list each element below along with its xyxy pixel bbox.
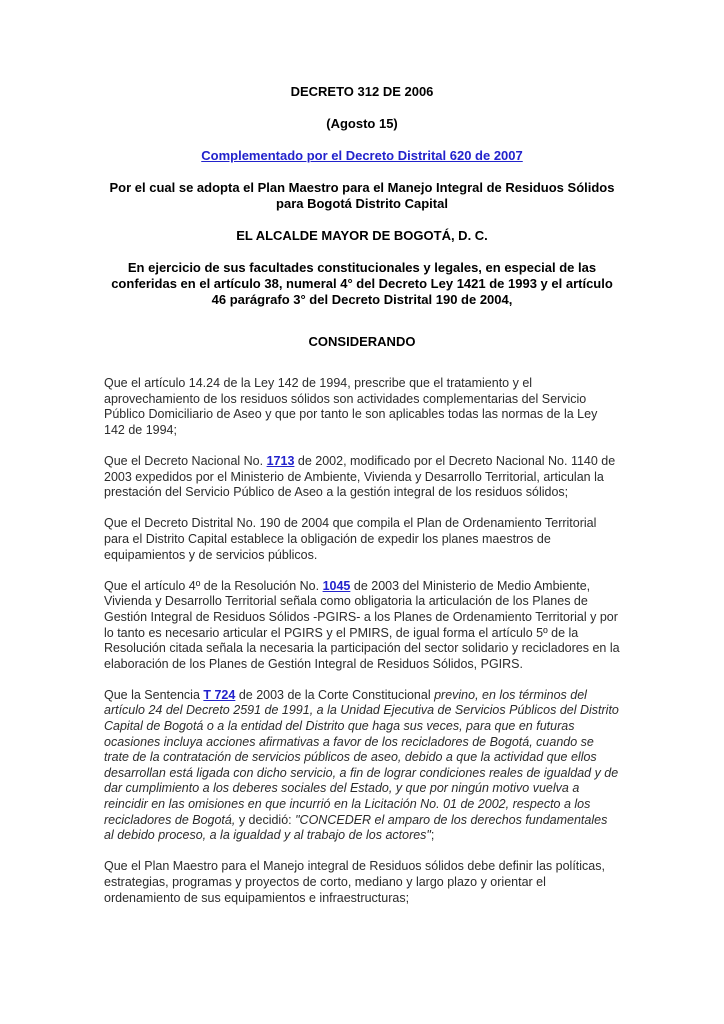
paragraph-text: Que el artículo 4º de la Resolución No.: [104, 578, 323, 593]
paragraph-text: Que el artículo 14.24 de la Ley 142 de 1994, prescribe que el tratamiento y el aprovechamiento de los residuos sólidos son actividades complementarias del Servicio Público Domiciliario de Aseo y que por tanto le son aplicables todas las normas de la Ley 142 de 1994;: [104, 376, 598, 437]
body-paragraph: [104, 579, 620, 673]
considering-paragraphs: [104, 376, 620, 906]
inline-reference-link[interactable]: T 724: [203, 687, 236, 702]
paragraph-text: ;: [430, 828, 435, 843]
paragraph-text: Que la Sentencia: [104, 687, 204, 702]
quoted-italic-text: "CONCEDER el amparo de los derechos fundamentales al debido proceso, a la igualdad y al trabajo de los actores": [104, 812, 608, 843]
quoted-italic-text: previno, en los términos del artículo 24 del Decreto 2591 de 1991, a la Unidad Ejecutiva de Servicios Públicos del Distrito Capital de Bogotá o a la entidad del Distrito que haga sus veces, para que en futuras ocasiones incluya acciones afirmativas a favor de los recicladores de Bogotá, cuando se trate de la contratación de servicios públicos de aseo, debido a que la actividad que ellos desarrollan está ligada con dicho servicio, a fin de lograr condiciones reales de igualdad y de dar cumplimiento a los deberes sociales del Estado, y que por ningún motivo vuelva a reincidir en las omisiones en que incurrió en la Licitación No. 01 de 2002, respecto a los recicladores de Bogotá,: [104, 687, 619, 827]
body-paragraph: [104, 688, 620, 844]
inline-reference-link[interactable]: 1045: [322, 578, 351, 593]
considering-heading: CONSIDERANDO: [308, 334, 416, 349]
body-paragraph: [104, 859, 620, 906]
paragraph-text: de 2003 de la Corte Constitucional: [235, 687, 435, 702]
body-paragraph: [104, 516, 620, 563]
document-subject: Por el cual se adopta el Plan Maestro para el Manejo Integral de Residuos Sólidos para Bogotá Distrito Capital: [109, 180, 615, 211]
complement-decree-link[interactable]: Complementado por el Decreto Distrital 620 de 2007: [201, 148, 523, 163]
complement-link-row: [104, 148, 620, 164]
body-paragraph: [104, 454, 620, 501]
paragraph-text: de 2002, modificado por el Decreto Nacional No. 1140 de 2003 expedidos por el Ministerio de Ambiente, Vivienda y Desarrollo Territorial, articulan la prestación del Servicio Público de Aseo a la gestión integral de los residuos sólidos;: [104, 453, 616, 500]
body-paragraph: [104, 376, 620, 438]
paragraph-text: de 2003 del Ministerio de Medio Ambiente, Vivienda y Desarrollo Territorial señala como obligatoria la articulación de los Planes de Gestión Integral de Residuos Sólidos -PGIRS- a los Planes de Ordenamiento Territorial y por lo tanto es necesario articular el PGIRS y el PMIRS, de igual forma el artículo 5º de la Resolución citada señala la necesaria la participación del sector solidario y recicladores en la elaboración de los Planes de Gestión Integral de Residuos Sólidos, PGIRS.: [104, 578, 620, 671]
paragraph-text: Que el Decreto Nacional No.: [104, 453, 267, 468]
paragraph-text: Que el Decreto Distrital No. 190 de 2004 que compila el Plan de Ordenamiento Territorial para el Distrito Capital establece la obligación de expedir los planes maestros de equipamientos y de servicios públicos.: [104, 516, 597, 562]
paragraph-text: y decidió:: [235, 812, 296, 827]
inline-reference-link[interactable]: 1713: [266, 453, 295, 468]
document-date: (Agosto 15): [326, 116, 398, 131]
document-title: DECRETO 312 DE 2006: [290, 84, 434, 99]
issuing-authority: EL ALCALDE MAYOR DE BOGOTÁ, D. C.: [236, 228, 488, 243]
paragraph-text: Que el Plan Maestro para el Manejo integral de Residuos sólidos debe definir las políticas, estrategias, programas y proyectos de corto, mediano y largo plazo y orientar el ordenamiento de sus equipamientos e infraestructuras;: [104, 859, 605, 905]
legal-powers-statement: En ejercicio de sus facultades constitucionales y legales, en especial de las conferidas en el artículo 38, numeral 4° del Decreto Ley 1421 de 1993 y el artículo 46 parágrafo 3° del Decreto Distrital 190 de 2004,: [111, 260, 613, 307]
